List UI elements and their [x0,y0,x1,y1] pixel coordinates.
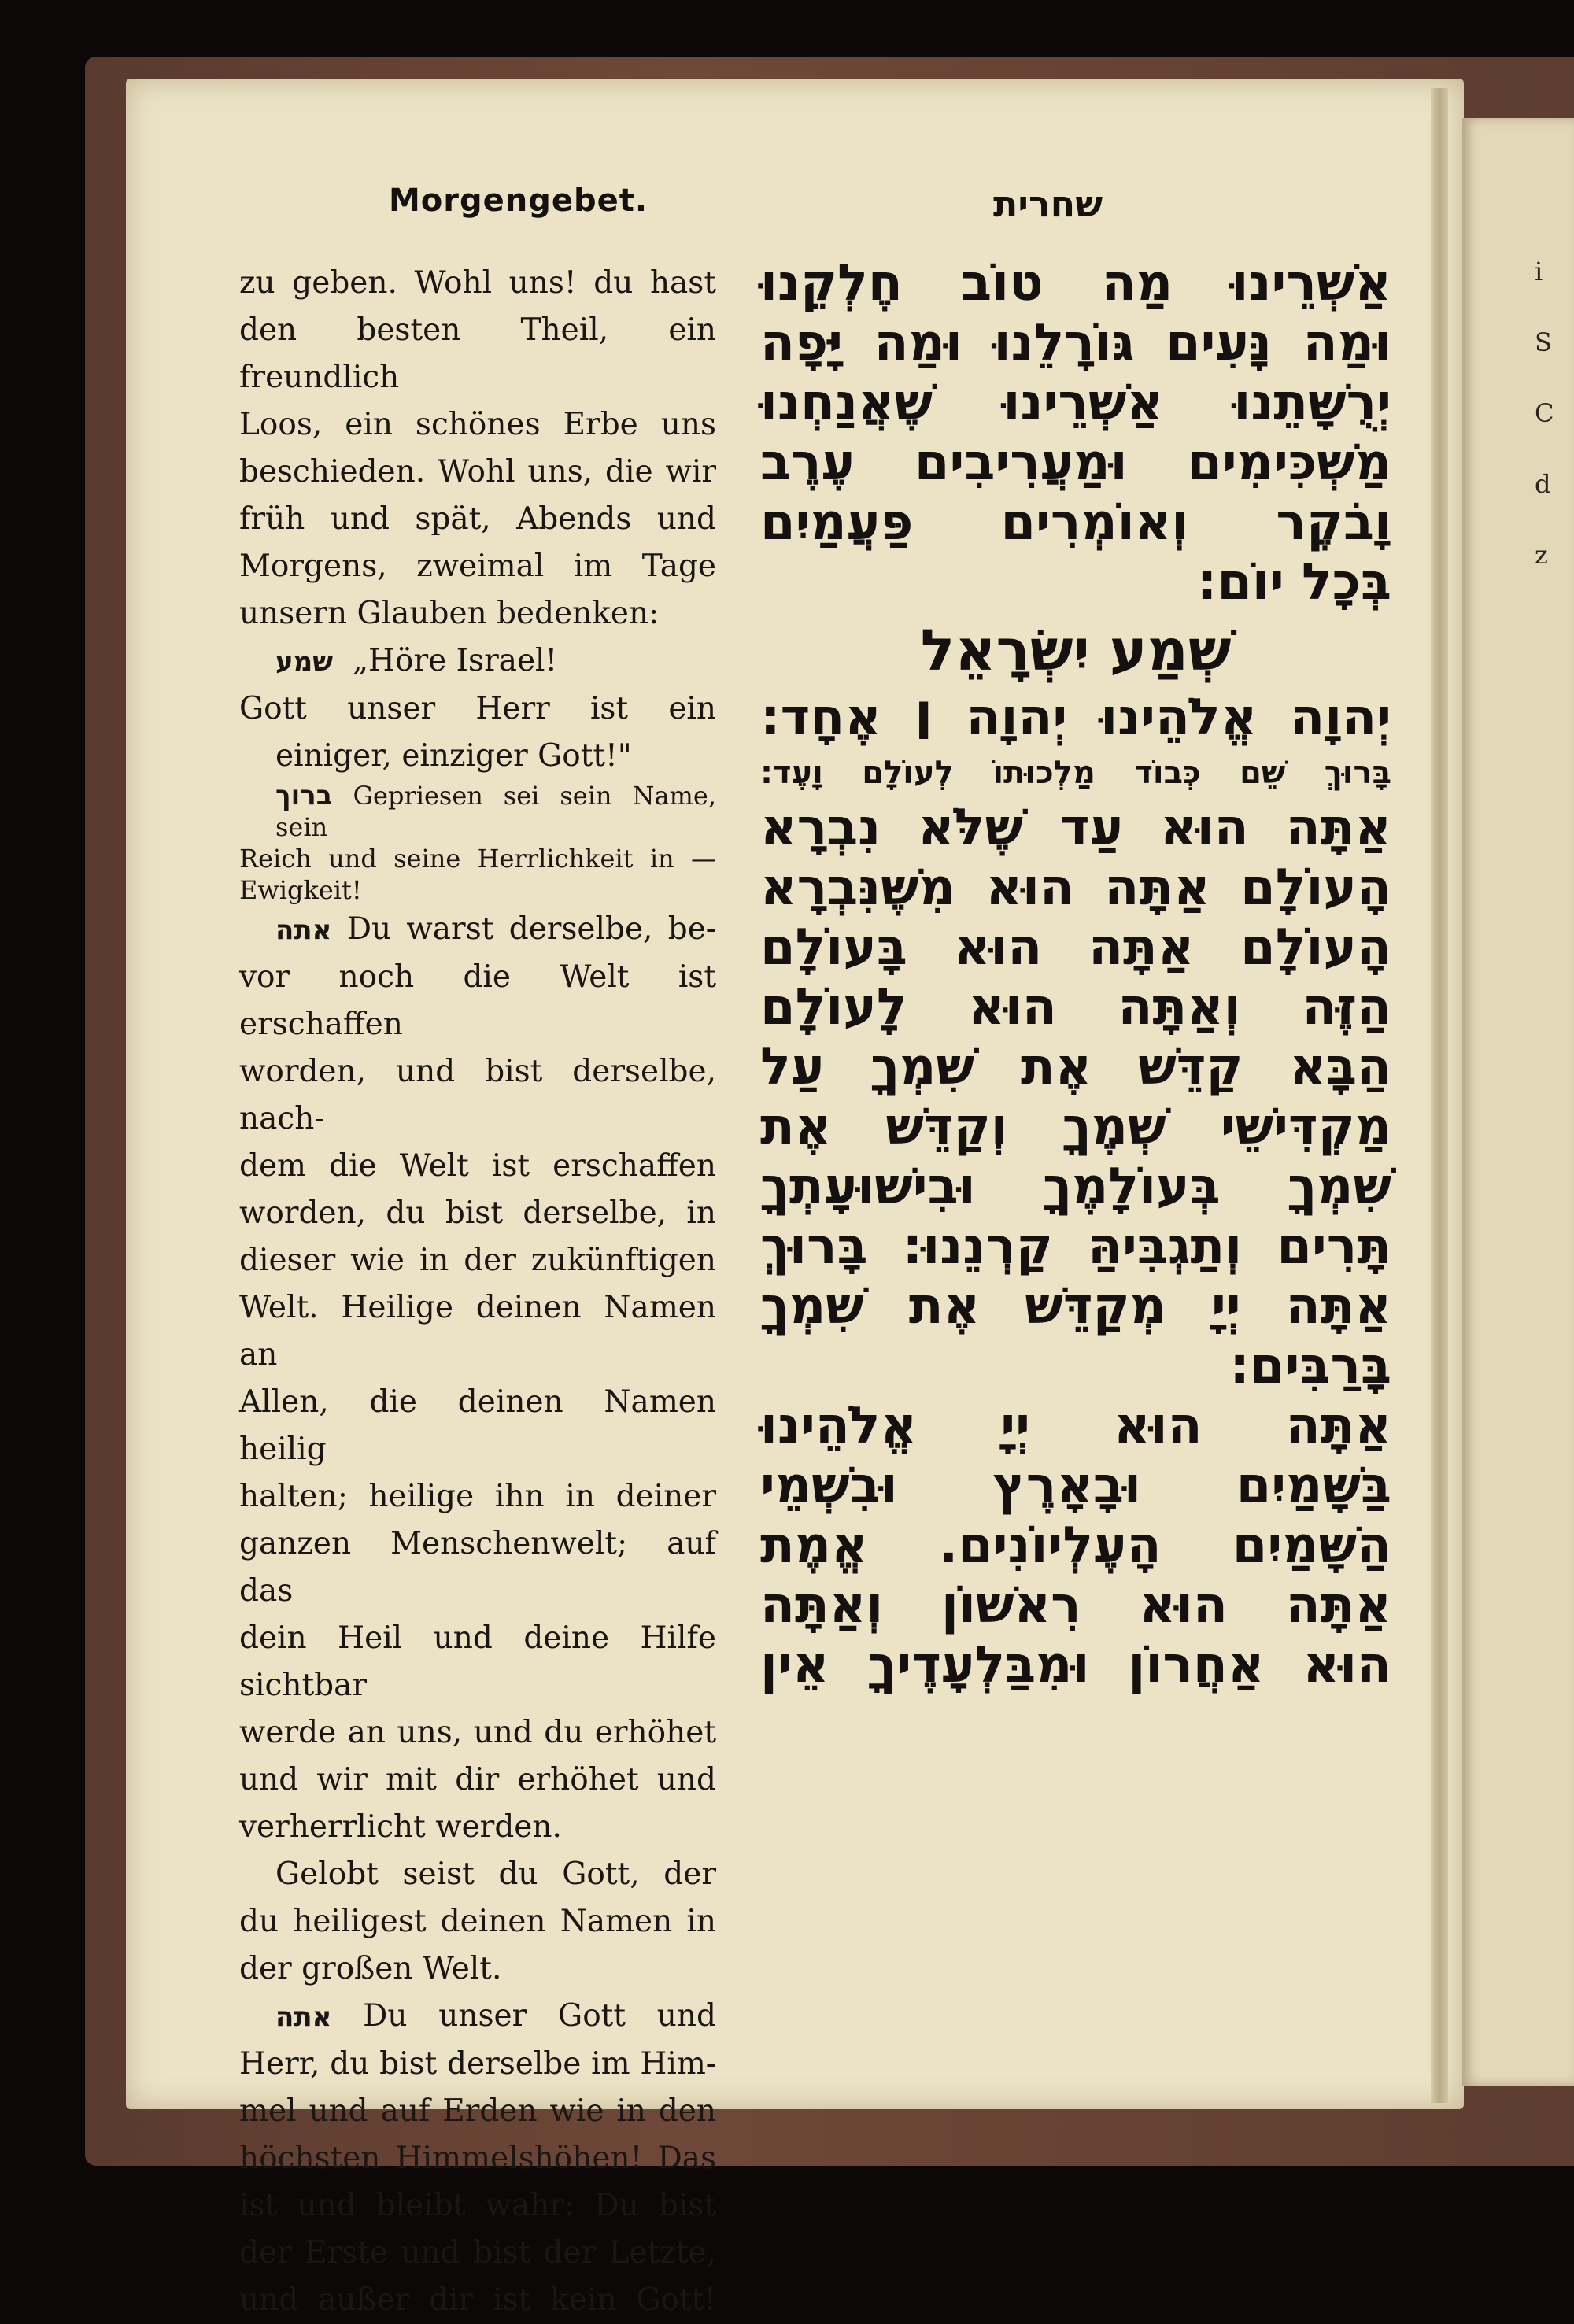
german-line: Herr, du bist derselbe im Him- [239,2046,716,2082]
shema-cue: שמע [275,646,334,678]
german-line: Welt. Heilige deinen Namen an [239,1290,716,1373]
german-line: früh und spät, Abends und [239,501,716,537]
hebrew-line: הַזֶּה וְאַתָּה הוּא לָעוֹלָם [760,978,1391,1036]
running-head-hebrew: שחרית [993,183,1103,225]
german-line: du heiligest deinen Namen in [239,1904,716,1939]
german-line: Gelobt seist du Gott, der [275,1857,716,1892]
page-gutter [1431,88,1448,2103]
hebrew-line: בְּכָל יוֹם: [1196,553,1391,611]
german-text: Du unser Gott und [363,1998,716,2034]
hebrew-line: הוּא אַחֲרוֹן וּמִבַּלְעָדֶיךָ אֵין [760,1636,1391,1694]
running-head-german: Morgengebet. [389,183,648,219]
hebrew-line: תָּרִים וְתַגְבִּיהַּ קַרְנֵנוּ: בָּרוּךְ [760,1217,1391,1276]
hebrew-line: אַשְׁרֵינוּ מַה טוֹב חֶלְקֵנוּ [760,254,1391,312]
hebrew-line: וָבֹקֶר וְאוֹמְרִים פַּעֲמַיִם [760,493,1391,552]
german-line: Morgens, zweimal im Tage [239,549,716,584]
hebrew-line: אַתָּה הוּא רִאשׁוֹן וְאַתָּה [760,1576,1391,1635]
hebrew-line: וּמַה נָּעִים גּוֹרָלֵנוּ וּמַה יָּפָה [760,314,1391,372]
edge-glyph: d [1535,469,1551,499]
german-line: worden, und bist derselbe, nach- [239,1054,716,1136]
hebrew-line: הַשָּׁמַיִם הָעֶלְיוֹנִים. אֱמֶת [760,1517,1391,1575]
german-line-ata [239,1993,716,2041]
german-line: der Erste und bist der Letzte, [239,2235,716,2270]
german-line: der großen Welt. [239,1951,502,1986]
german-line: Ewigkeit! [239,875,362,905]
german-line-shema [239,637,716,685]
german-line: dieser wie in der zukünftigen [239,1243,716,1278]
hebrew-line: מַקְדִּישֵׁי שְׁמֶךָ וְקַדֵּשׁ אֶת [760,1098,1391,1156]
german-line-baruch [239,780,716,843]
edge-glyph: C [1535,398,1554,428]
hebrew-line: מַשְׁכִּימִים וּמַעֲרִיבִים עֶרֶב [760,434,1391,492]
hebrew-column [760,253,1391,1695]
german-line: den besten Theil, ein freundlich [239,312,716,395]
german-line: dem die Welt ist erschaffen [239,1148,716,1184]
german-text: Du warst derselbe, be- [346,911,716,947]
edge-glyph: S [1535,327,1552,357]
german-line: werde an uns, und du erhöhet [239,1715,716,1750]
german-line: Allen, die deinen Namen heilig [239,1384,716,1467]
german-line: vor noch die Welt ist erschaffen [239,959,716,1042]
german-line: mel und auf Erden wie in den [239,2093,716,2129]
hebrew-shema-heading: שְׁמַע יִשְׂרָאֵל [920,617,1232,683]
hebrew-line: בַּשָּׁמַיִם וּבָאָרֶץ וּבִשְׁמֵי [760,1457,1391,1515]
hebrew-line: יְרֻשָּׁתֵנוּ אַשְׁרֵינוּ שֶׁאֲנַחְנוּ [760,374,1391,432]
hebrew-line: שִׁמְךָ בְּעוֹלָמֶךָ וּבִישׁוּעָתְךָ [760,1158,1391,1216]
hebrew-line: אַתָּה יְיָ מְקַדֵּשׁ אֶת שִׁמְךָ [760,1277,1391,1336]
german-text: „Höre Israel! [352,643,558,678]
german-line: ist und bleibt wahr: Du bist [239,2188,716,2223]
german-line: beschieden. Wohl uns, die wir [239,454,716,490]
edge-glyph: i [1535,257,1543,286]
german-line-ata [239,906,716,954]
hebrew-line: הַבָּא קַדֵּשׁ אֶת שִׁמְךָ עַל [760,1038,1391,1096]
baruch-cue: ברוך [275,780,333,811]
hebrew-line-baruch: בָּרוּךְ שֵׁם כְּבוֹד מַלְכוּתוֹ לְעוֹלָם וָעֶד: [760,755,1391,791]
german-line: Reich und seine Herrlichkeit in — [239,844,716,874]
ata-cue: אתה [275,2001,332,2033]
german-line: verherrlicht werden. [239,1809,562,1845]
german-line: dein Heil und deine Hilfe sichtbar [239,1620,716,1703]
german-text: Gepriesen sei sein Name, sein [275,781,717,842]
german-line: zu geben. Wohl uns! du hast [239,265,716,301]
hebrew-line: אַתָּה הוּא יְיָ אֱלֹהֵינוּ [760,1397,1391,1455]
german-line: höchsten Himmelshöhen! Das [239,2141,716,2176]
hebrew-line: יְהוָה אֱלֹהֵינוּ יְהוָה ׀ אֶחָד: [760,689,1391,747]
german-line: halten; heilige ihn in deiner [239,1479,716,1514]
facing-page-text-fragments [1535,236,1566,590]
hebrew-line: הָעוֹלָם אַתָּה הוּא מִשֶּׁנִּבְרָא [760,859,1391,917]
edge-glyph: z [1535,540,1548,570]
hebrew-line: אַתָּה הוּא עַד שֶׁלֹּא נִבְרָא [760,799,1391,857]
german-line: einiger, einziger Gott!" [275,738,632,774]
german-line: Gott unser Herr ist ein [239,691,716,726]
ata-cue: אתה [275,914,332,946]
german-column [239,260,716,2324]
german-line: Loos, ein schönes Erbe uns [239,407,716,442]
german-line: ganzen Menschenwelt; auf das [239,1526,716,1609]
german-line: und wir mit dir erhöhet und [239,1762,716,1797]
german-line: unsern Glauben bedenken: [239,596,660,631]
german-line: und außer dir ist kein Gott! [239,2282,716,2318]
hebrew-line: הָעוֹלָם אַתָּה הוּא בָּעוֹלָם [760,918,1391,977]
hebrew-line: בָּרַבִּים: [1229,1337,1391,1395]
german-line: worden, du bist derselbe, in [239,1195,716,1231]
